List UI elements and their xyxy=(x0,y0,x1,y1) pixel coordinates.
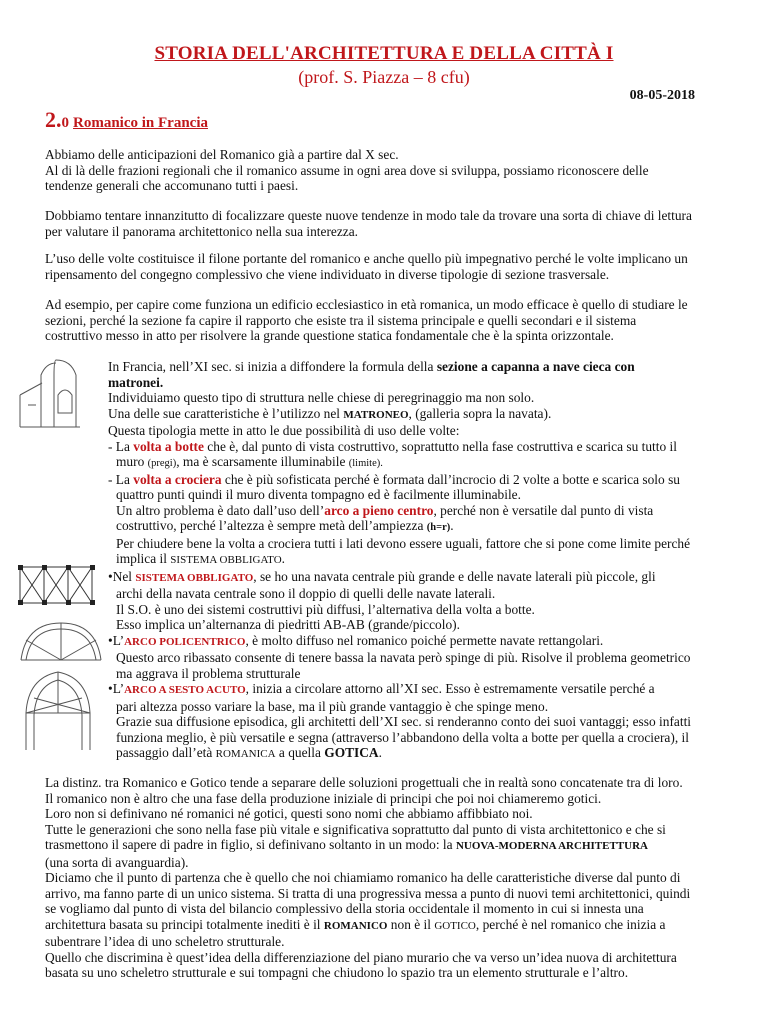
text-line: Questa tipologia mette in atto le due possibilità di uso delle volte: xyxy=(108,423,460,438)
text-line: Abbiamo delle anticipazioni del Romanico già a partire dal X sec. xyxy=(45,147,399,162)
text-line: sezioni, perché la sezione fa capire il rapporto che esiste tra il sistema principale e quelli secondari e il sistema xyxy=(45,312,637,328)
text-line xyxy=(108,503,738,519)
cross-vault-plan-icon xyxy=(16,563,96,608)
text-run: , ma è scarsamente illuminabile xyxy=(176,454,349,469)
section-number: 2. xyxy=(45,107,62,132)
bold-term: ROMANICO xyxy=(323,919,388,932)
text-line: Diciamo che il punto di partenza che è quello che noi chiamiamo romanico ha delle caratteristiche diverse dal punto di xyxy=(45,870,681,885)
text-line: Loro non si definivano né romanici né gotici, questi sono nomi che abbiamo affibbiato noi. xyxy=(45,806,533,821)
text-line xyxy=(45,917,735,935)
bold-term: sezione a capanna a nave cieca con xyxy=(436,359,635,374)
text-run: a quella xyxy=(275,745,325,760)
section-number-rest: 0 xyxy=(61,115,69,131)
text-run: •Nel xyxy=(108,568,136,584)
text-run: , inizia a circolare attorno all’XI sec. Esso è estremamente versatile perché a xyxy=(245,681,655,696)
polycentric-arch-icon xyxy=(16,615,106,670)
text-line: quattro punti quindi il muro diventa tompagno ed è facilmente illuminabile. xyxy=(116,487,521,502)
text-run: costruttivo, perché l’altezza è sempre metà dell’ampiezza xyxy=(116,518,427,533)
bold-term: GOTICA xyxy=(324,745,379,760)
intro-paragraph-2 xyxy=(45,208,735,239)
text-line: La distinz. tra Romanico e Gotico tende a separare delle soluzioni progettuali che in realtà sono concatenate tra di loro. xyxy=(45,775,683,790)
bold-term: NUOVA-MODERNA ARCHITETTURA xyxy=(455,840,648,852)
text-line xyxy=(108,745,738,763)
text-run: •L’ xyxy=(108,632,125,648)
text-line: tendenze generali che accomunano tutti i paesi. xyxy=(45,178,299,193)
text-line: Per chiudere bene la volta a crociera tutti i lati devono essere uguali, fattore che si pone come limite perché xyxy=(116,535,691,551)
text-line: Questo arco ribassato consente di tenere bassa la navata però spinge di più. Risolve il problema geometrico xyxy=(116,650,691,665)
text-line xyxy=(108,454,738,472)
small-note: (pregi) xyxy=(147,458,177,469)
text-run: Una delle sue caratteristiche è l’utilizzo nel xyxy=(108,405,344,421)
text-line xyxy=(108,472,738,488)
text-run: architettura basata su principi totalmente inediti è il xyxy=(45,916,324,932)
bold-term: (h=r) xyxy=(426,522,451,533)
text-line: L’uso delle volte costituisce il filone portante del romanico e anche quello più impegnativo perché le volte implicano un xyxy=(45,251,688,266)
text-run: , perché non è versatile dal punto di vista xyxy=(433,502,654,518)
text-run: . xyxy=(378,745,382,760)
text-run: passaggio dall’età xyxy=(116,745,216,760)
text-line: Quello che discrimina è quest’idea della differenziazione del piano murario che va verso un’idea nuova di architettura xyxy=(45,949,677,965)
text-line: ma aggrava il problema strutturale xyxy=(116,665,301,681)
section-label: Romanico in Francia xyxy=(73,115,208,131)
text-line xyxy=(108,406,738,424)
text-line: Il romanico non è altro che una fase della produzione iniziale di principi che poi noi chiameremo gotici. xyxy=(45,790,602,806)
document-date: 08-05-2018 xyxy=(629,88,695,103)
text-line xyxy=(108,681,738,699)
red-term: ARCO POLICENTRICO xyxy=(124,635,246,648)
intro-paragraph-3 xyxy=(45,251,735,282)
text-run: In Francia, nell’XI sec. si inizia a diffondere la formula della xyxy=(108,359,437,374)
text-line: Ad esempio, per capire come funziona un edificio ecclesiastico in età romanica, un modo efficace è quello di studiare le xyxy=(45,297,688,312)
text-run: , (galleria sopra la navata). xyxy=(408,405,552,421)
outro-paragraph xyxy=(45,775,735,981)
text-line: costruttivo messo in atto per risolvere la grande questione statica fondamentale che è la spinta orizzontale. xyxy=(45,328,614,343)
text-line: ripensamento del congegno complessivo che viene individuato in diverse tipologie di sezione trasversale. xyxy=(45,266,610,282)
red-term: ARCO A SESTO ACUTO xyxy=(124,684,246,696)
text-line xyxy=(108,359,738,375)
section-sketch-icon xyxy=(16,355,96,430)
text-run: . xyxy=(281,551,285,566)
red-term: volta a crociera xyxy=(133,471,222,487)
text-run: •L’ xyxy=(108,681,125,696)
text-run: - La xyxy=(108,438,134,454)
text-run: implica il xyxy=(116,551,171,566)
text-line xyxy=(108,439,738,455)
red-term: SISTEMA OBBLIGATO xyxy=(135,571,254,584)
text-line: Tutte le generazioni che sono nella fase più vitale e significativa soprattutto dal punto di vista architettonico e che si xyxy=(45,821,666,837)
text-line: archi della navata centrale sono il doppio di quelli delle navate laterali. xyxy=(116,586,496,601)
page-title: STORIA DELL'ARCHITETTURA E DELLA CITTÀ I xyxy=(154,43,614,64)
text-run: , se ho una navata centrale più grande e delle navate laterali più piccole, gli xyxy=(253,568,656,584)
pointed-arch-icon xyxy=(16,668,101,753)
text-line xyxy=(108,518,738,536)
text-run: , perché è nel romanico che inizia a xyxy=(475,916,666,932)
text-line: arrivo, ma fanno parte di un unico sistema. Si tratta di una progressiva messa a punto di nuovi temi architettonici, quindi xyxy=(45,885,691,901)
main-column xyxy=(108,359,738,763)
text-line: Dobbiamo tentare innanzitutto di focalizzare queste nuove tendenze in modo tale da trovare una sorta di chiave di lettura xyxy=(45,208,692,223)
small-caps-term: SISTEMA OBBLIGATO xyxy=(170,554,282,566)
text-line: subentrare l’idea di uno scheletro strutturale. xyxy=(45,934,285,949)
intro-paragraph-4 xyxy=(45,297,735,344)
text-run: , è molto diffuso nel romanico poiché permette navate rettangolari. xyxy=(245,632,604,648)
text-run: - La xyxy=(108,471,134,487)
page-subtitle: (prof. S. Piazza – 8 cfu) xyxy=(298,67,470,87)
text-line xyxy=(108,633,738,651)
text-run: . xyxy=(450,518,454,533)
text-line: pari altezza posso variare la base, ma il più grande vantaggio è che spinge meno. xyxy=(116,698,549,714)
text-line: funziona meglio, è più versatile e segna (attraverso l’abbandono della volta a botte per quella a crociera), il xyxy=(116,729,689,745)
small-note: (limite). xyxy=(348,458,383,469)
small-caps-term: ROMANICA xyxy=(215,748,276,760)
text-run: non è il xyxy=(387,916,435,932)
bold-term: MATRONEO xyxy=(343,408,409,421)
text-line: per valutare il panorama architettonico nella sua interezza. xyxy=(45,223,359,239)
text-run: trasmettono il sapere di padre in figlio, si definivano soltanto in un modo: la xyxy=(45,837,456,852)
text-line: Al di là delle frazioni regionali che il romanico assume in ogni area dove si sviluppa, possiamo riconoscere delle xyxy=(45,162,649,178)
text-line: matronei. xyxy=(108,374,164,390)
text-line: Grazie sua diffusione episodica, gli architetti dell’XI sec. si renderanno conto dei suoi vantaggi; esso infatti xyxy=(116,714,692,729)
intro-paragraph-1 xyxy=(45,147,735,194)
text-line: se vogliamo dal punto di vista del bilancio complessivo della storia occidentale il momento in cui si innesta una xyxy=(45,901,644,916)
small-caps-term: GOTICO xyxy=(434,919,476,932)
text-run: Un altro problema è dato dall’uso dell’ xyxy=(116,502,325,518)
text-line: basata su uno scheletro strutturale e sui tompagni che chiudono lo spazio tra un elemento strutturale e l’altro. xyxy=(45,965,629,980)
text-line xyxy=(45,837,735,855)
text-run: che è più sofisticata perché è formata dall’incrocio di 2 volte a botte e scarica solo su xyxy=(221,471,680,487)
red-term: arco a pieno centro xyxy=(324,502,434,518)
text-line xyxy=(108,551,738,569)
text-line: Esso implica un’alternanza di piedritti AB-AB (grande/piccolo). xyxy=(116,617,460,632)
section-heading xyxy=(45,107,208,133)
text-line: Individuiamo questo tipo di struttura nelle chiese di peregrinaggio ma non solo. xyxy=(108,390,535,405)
text-line: Il S.O. è uno dei sistemi costruttivi più diffusi, l’alternativa della volta a botte. xyxy=(116,601,535,617)
text-run: muro xyxy=(116,454,148,469)
text-line xyxy=(108,569,738,587)
text-line: (una sorta di avanguardia). xyxy=(45,854,189,870)
red-term: volta a botte xyxy=(133,438,204,454)
text-run: che è, dal punto di vista costruttivo, soprattutto nella fase costruttiva e scarica su tutto il xyxy=(203,438,677,454)
